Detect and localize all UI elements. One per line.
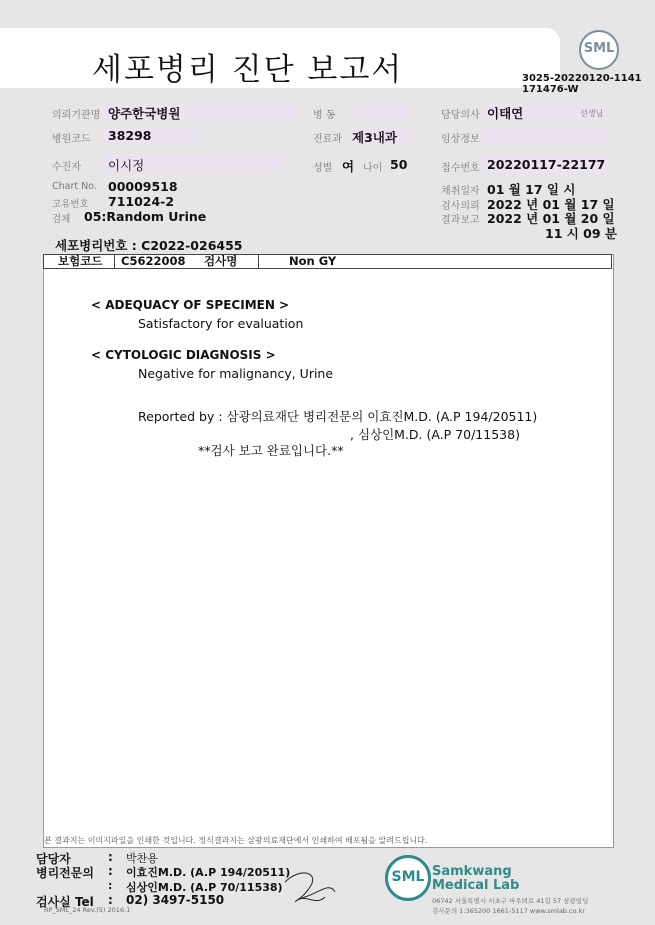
- field-bg: [484, 127, 609, 144]
- physician: 이태연: [487, 106, 524, 121]
- ward-label: 병 동: [313, 110, 336, 121]
- pathologist-1: 이효진M.D. (A.P 194/20511): [126, 866, 291, 879]
- staff-label: 담당자: [36, 852, 71, 866]
- signature-scribble: [280, 862, 340, 912]
- unique-no-label: 고유번호: [52, 199, 89, 210]
- insurance-code-label: 보험코드: [58, 254, 103, 268]
- lab-tel-separator: :: [108, 893, 113, 907]
- department: 제3내과: [352, 130, 397, 145]
- exam-request-date: 2022 년 01 월 17 일: [487, 197, 615, 212]
- lab-address: 06742 서울특별시 서초구 바우뫼로 41길 57 삼광빌딩: [432, 897, 589, 905]
- pathologist-2: 심상인M.D. (A.P 70/11538): [126, 881, 283, 894]
- lab-contact: 검사문의 1:365200 1661-5117 www.smlab.co.kr: [432, 907, 585, 915]
- patient-name: 이시정: [108, 158, 145, 173]
- result-report-label: 결과보고: [441, 215, 480, 226]
- clinical-info-label: 임상정보: [441, 134, 480, 145]
- notice-text: 본 결과지는 이미지파일을 인쇄한 것입니다. 정식결과지는 삼광의료재단에서 인쇄하여 배포됨을 알려드립니다.: [44, 836, 428, 845]
- specimen: 05:Random Urine: [84, 209, 207, 224]
- age-label: 나이: [363, 163, 383, 174]
- hospital-code-label: 병원코드: [52, 134, 91, 145]
- brand-name-line1: Samkwang: [432, 864, 512, 879]
- physician-suffix: 선생님: [580, 109, 604, 118]
- specimen-label: 검체: [52, 214, 71, 225]
- result-report-time: 11 시 09 분: [545, 226, 617, 241]
- completion-text: **검사 보고 완료입니다.**: [198, 443, 344, 458]
- exam-request-label: 검사의뢰: [441, 201, 480, 212]
- lab-tel: 02) 3497-5150: [126, 893, 225, 907]
- collection-date-label: 채취일자: [441, 186, 480, 197]
- requesting-institution: 양주한국병원: [108, 106, 181, 121]
- field-bg: [350, 103, 410, 120]
- unique-no: 711024-2: [108, 194, 175, 209]
- sex-label: 성별: [313, 163, 333, 174]
- doc-number-line2: 171476-W: [522, 84, 579, 95]
- insurance-row: [43, 254, 612, 269]
- pathologist-2-separator: :: [108, 879, 113, 892]
- chart-no: 00009518: [108, 179, 178, 194]
- report-body: [43, 254, 614, 848]
- pathologist-separator: :: [108, 864, 113, 878]
- diagnosis-text: Negative for malignancy, Urine: [138, 366, 334, 381]
- result-report-date: 2022 년 01 월 20 일: [487, 211, 615, 226]
- form-code: RP_SML_24 Rev.(5) 2016.1: [44, 906, 131, 914]
- staff-separator: :: [108, 850, 113, 864]
- department-label: 진료과: [313, 134, 342, 145]
- chart-no-label: Chart No.: [52, 181, 97, 192]
- receipt-number-label: 접수번호: [441, 163, 480, 174]
- exam-name-label: 검사명: [204, 254, 238, 268]
- sml-logo: [579, 30, 619, 70]
- brand-name-line2: Medical Lab: [432, 878, 520, 893]
- page-title: 세포병리 진단 보고서: [92, 52, 404, 88]
- adequacy-text: Satisfactory for evaluation: [138, 316, 304, 331]
- samkwang-logo: [385, 855, 431, 901]
- staff-name: 박찬용: [126, 852, 158, 865]
- sex: 여: [342, 159, 355, 174]
- samkwang-logo-text: SML: [391, 869, 425, 885]
- cytopathology-number: 세포병리번호 : C2022-026455: [55, 238, 243, 253]
- lab-tel-label: 검사실 Tel: [36, 895, 94, 909]
- physician-label: 담당의사: [441, 110, 480, 121]
- patient-label: 수진자: [52, 162, 81, 173]
- doc-number-line1: 3025-20220120-1141: [522, 73, 642, 84]
- diagnosis-heading: < CYTOLOGIC DIAGNOSIS >: [91, 348, 276, 362]
- exam-name: Non GY: [258, 255, 336, 268]
- sml-logo-text: SML: [583, 41, 615, 56]
- reported-by-line1: Reported by : 삼광의료재단 병리전문의 이효진M.D. (A.P 194/20511): [138, 409, 538, 424]
- requesting-institution-label: 의뢰기관명: [52, 110, 101, 121]
- pathologist-label: 병리전문의: [36, 866, 94, 880]
- collection-date: 01 월 17 일 시: [487, 182, 576, 197]
- insurance-code: C5622008: [114, 255, 185, 268]
- receipt-number: 20220117-22177: [487, 157, 606, 172]
- hospital-code: 38298: [108, 128, 152, 143]
- age: 50: [390, 157, 408, 172]
- adequacy-heading: < ADEQUACY OF SPECIMEN >: [91, 298, 290, 312]
- reported-by-line2: , 심상인M.D. (A.P 70/11538): [350, 427, 520, 442]
